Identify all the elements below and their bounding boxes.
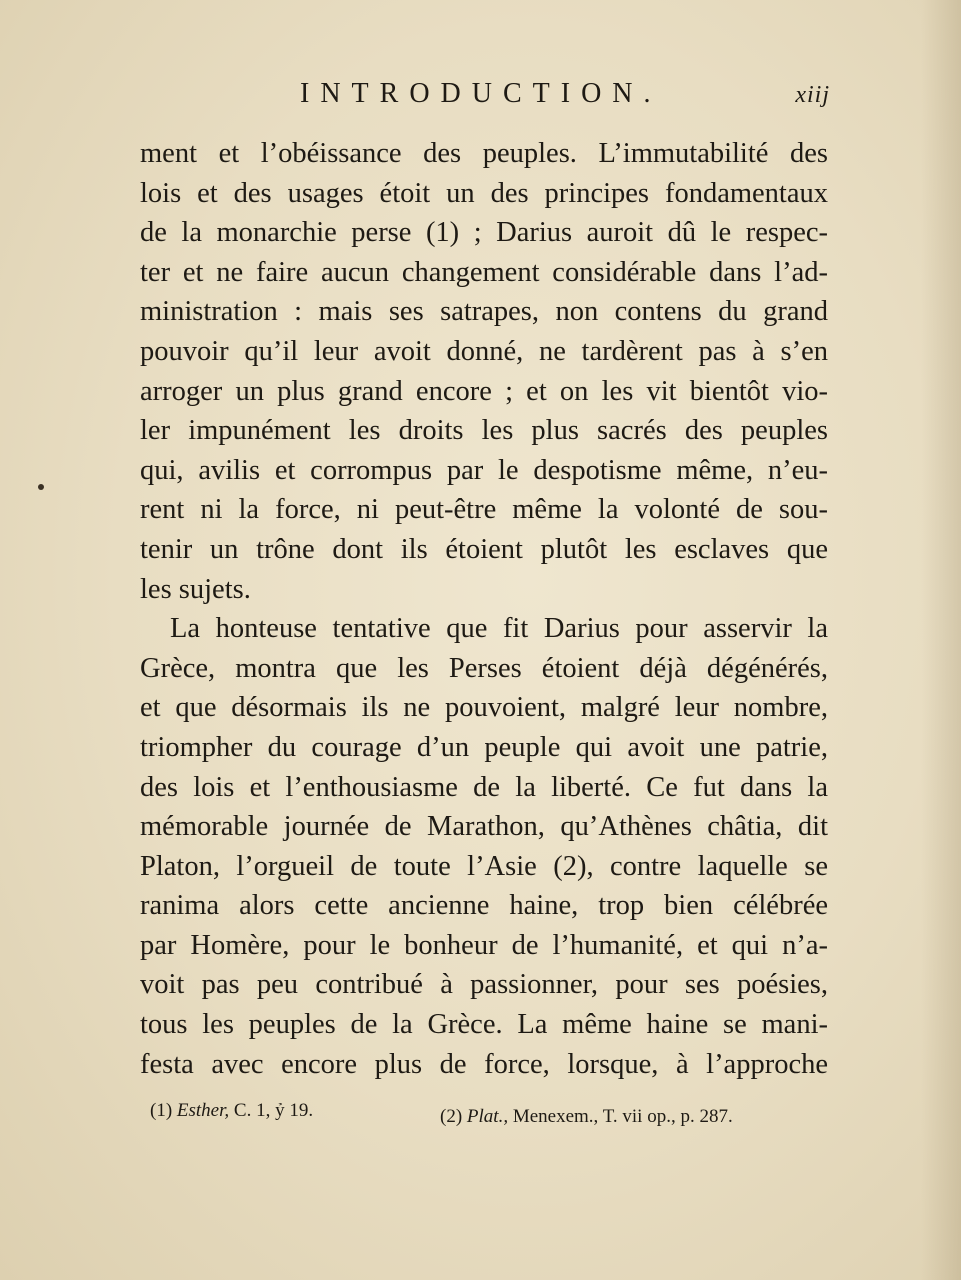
text-line: triompher du courage d’un peuple qui avoit une patrie,	[140, 731, 828, 763]
running-head	[140, 78, 830, 118]
text-line: de la monarchie perse (1) ; Darius auroit dû le respec-	[140, 217, 828, 249]
footnote-2	[440, 1106, 733, 1128]
footnote-1	[150, 1100, 313, 1122]
text-line: arroger un plus grand encore ; et on les vit bientôt vio-	[140, 375, 828, 407]
text-line: rent ni la force, ni peut-être même la volonté de sou-	[140, 494, 828, 526]
text-line: ter et ne faire aucun changement considérable dans l’ad-	[140, 256, 828, 288]
text-line: mémorable journée de Marathon, qu’Athènes châtia, dit	[140, 811, 828, 843]
text-line: et que désormais ils ne pouvoient, malgré leur nombre,	[140, 692, 828, 724]
text-line: Grèce, montra que les Perses étoient déjà dégénérés,	[140, 652, 828, 684]
text-line: lois et des usages étoit un des principes fondamentaux	[140, 177, 828, 209]
ink-speck	[38, 484, 44, 490]
text-line: tous les peuples de la Grèce. La même haine se mani-	[140, 1009, 828, 1041]
page-edge-shadow	[921, 0, 961, 1280]
text-line: par Homère, pour le bonheur de l’humanité, et qui n’a-	[140, 929, 828, 961]
footnote-1-ref: C. 1, ỷ 19.	[233, 1100, 314, 1121]
footnote-1-marker: (1)	[150, 1100, 173, 1121]
footnotes	[150, 1100, 810, 1134]
text-line: ranima alors cette ancienne haine, trop bien célébrée	[140, 890, 828, 922]
page-number: xiij	[795, 82, 830, 108]
text-line: Platon, l’orgueil de toute l’Asie (2), contre laquelle se	[140, 850, 828, 882]
footnote-2-work: Plat.,	[466, 1106, 509, 1127]
text-line: ment et l’obéissance des peuples. L’immutabilité des	[140, 138, 828, 169]
text-line: qui, avilis et corrompus par le despotisme même, n’eu-	[140, 454, 828, 486]
text-line: des lois et l’enthousiasme de la liberté. Ce fut dans la	[140, 771, 828, 803]
text-line: festa avec encore plus de force, lorsque, à l’approche	[140, 1048, 828, 1080]
running-title: INTRODUCTION.	[300, 78, 662, 109]
text-line: pouvoir qu’il leur avoit donné, ne tardèrent pas à s’en	[140, 335, 828, 367]
paragraph-2	[140, 609, 828, 1084]
paragraph-1	[140, 134, 828, 609]
text-line: voit pas peu contribué à passionner, pour ses poésies,	[140, 969, 828, 1001]
text-line: ler impunément les droits les plus sacrés des peuples	[140, 415, 828, 447]
footnote-2-marker: (2)	[440, 1106, 463, 1127]
footnote-2-ref: Menexem., T. vii op., p. 287.	[512, 1106, 733, 1127]
footnote-1-work: Esther,	[176, 1100, 230, 1121]
text-line: les sujets.	[140, 573, 251, 605]
text-line: ministration : mais ses satrapes, non contens du grand	[140, 296, 828, 328]
text-line: La honteuse tentative que fit Darius pour asservir la	[170, 613, 828, 645]
text-line: tenir un trône dont ils étoient plutôt les esclaves que	[140, 533, 828, 565]
body-text	[140, 134, 828, 1084]
